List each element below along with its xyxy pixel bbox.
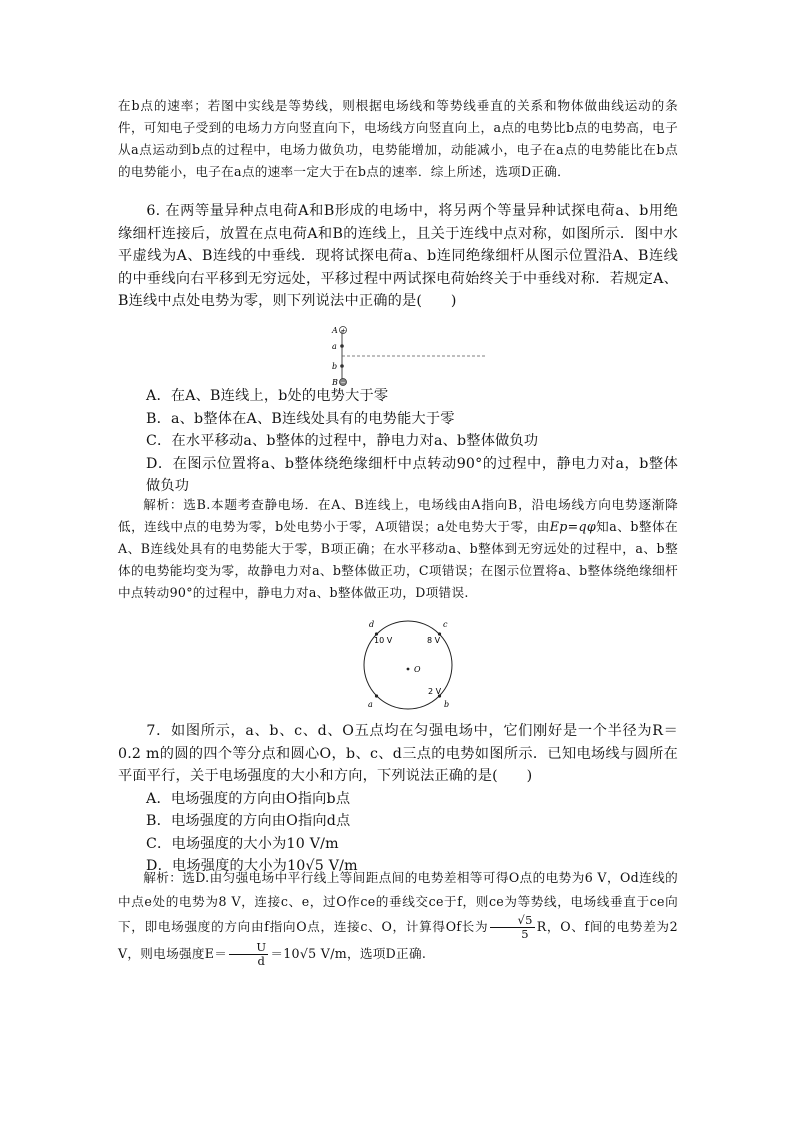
charge-B-sign: − (340, 379, 346, 387)
q7-solution (118, 866, 678, 968)
q7-solution-fraction-1 (490, 914, 534, 941)
charge-b-dot (340, 364, 344, 368)
q6-solution-part1: 解析：选B.本题考查静电场．在A、B连线上，电场线由A指向B，沿电场线方向电势逐渐降低，连线中点的电势为零，b处电势小于零，A项错误；a处电势大于零，由 (118, 497, 678, 534)
q7-solution-part2: ＝10√5 V/m，选项D正确. (270, 946, 427, 961)
q6-solution-text (118, 494, 678, 604)
charge-a-dot (340, 344, 344, 348)
frac1-numerator: √5 (490, 914, 534, 928)
label-O: O (414, 665, 421, 674)
q7-option-a: A．电场强度的方向由O指向b点 (146, 790, 351, 807)
continuation-text: 在b点的速率；若图中实线是等势线，则根据电场线和等势线垂直的关系和物体做曲线运动的条件，可知电子受到的电场力方向竖直向下，电场线方向竖直向上，a点的电势比b点的电势高，电子从a点运动到b点的过程中，电场力做负功，电势能增加，动能减小，电子在a点的电势能比在b点的电势能小，电子在a点的速率一定大于在b点的速率．综上所述，选项D正确． (118, 98, 678, 179)
q7-solution-part1: 解析：选D.由匀强电场中平行线上等间距点间的电势差相等可得O点的电势为6 V，Od连线的中点e处的电势为8 V，连接c、e，过O作ce的垂线交ce于f，则ce为等势线，电场线垂直于ce向下，即电场强度的方向由f指向O点，连接c、O，计算得Of长为 (118, 870, 678, 934)
q6-solution-part2: 知a、b整体在A、B连线处具有的电势能大于零，B项正确；在水平移动a、b整体到无穷远处的过程中，a、b整体的电势能均变为零，故静电力对a、b整体做正功，C项错误；在图示位置将a、b整体绕绝缘细杆中点转动90°的过程中，静电力对a、b整体做正功，D项错误. (118, 519, 678, 600)
label-d: d (369, 620, 375, 629)
label-a: a (332, 342, 337, 351)
q7-figure (358, 614, 458, 716)
q7-option-d: D．电场强度的大小为10√5 V/m (146, 858, 358, 874)
label-8v: 8 V (427, 636, 441, 645)
label-A: A (332, 326, 338, 335)
q6-figure (330, 322, 490, 392)
q6-solution-formula: Ep=qφ (549, 519, 596, 534)
question-6 (118, 200, 678, 313)
label-c: c (443, 620, 448, 629)
q6-option-d: D．在图示位置将a、b整体绕绝缘细杆中点转动90°的过程中，静电力对a，b整体做负功 (146, 455, 678, 494)
label-B: B (332, 378, 338, 387)
q6-option-c: C．在水平移动a、b整体的过程中，静电力对a、b整体做负功 (146, 433, 539, 449)
point-O (407, 668, 410, 671)
q6-stem: 6. 在两等量异种点电荷A和B形成的电场中，将另两个等量异种试探电荷a、b用绝缘细杆连接后，放置在点电荷A和B的连线上，且关于连线中点对称，如图所示．图中水平虚线为A、B连线的中垂线．现将试探电荷a、b连同绝缘细杆从图示位置沿A、B连线的中垂线向右平移到无穷远处，平移过程中两试探电荷始终关于中垂线对称．若规定A、B连线中点处电势为零，则下列说法中正确的是( ) (118, 203, 678, 309)
charge-A-sign: + (341, 327, 347, 335)
frac2-numerator: U (229, 941, 268, 955)
label-10v: 10 V (374, 636, 393, 645)
q7-option-b: B．电场强度的方向由O指向d点 (146, 813, 351, 829)
label-2v: 2 V (428, 687, 442, 696)
q6-options (118, 385, 678, 498)
question-7 (118, 720, 678, 878)
q7-solution-fraction-2 (229, 941, 268, 968)
frac2-denominator: d (257, 954, 266, 968)
label-a7: a (368, 700, 373, 709)
previous-solution-continuation (118, 95, 678, 183)
frac1-denominator: 5 (521, 927, 529, 941)
q6-option-a: A．在A、B连线上，b处的电势大于零 (146, 388, 389, 404)
q6-solution (118, 494, 678, 604)
q7-stem: 7．如图所示，a、b、c、d、O五点均在匀强电场中，它们刚好是一个半径为R＝0.2 m的圆的四个等分点和圆心O，b、c、d三点的电势如图所示．已知电场线与圆所在平面平行，关于电场强度的大小和方向，下列说法正确的是( ) (118, 723, 678, 784)
label-b7: b (444, 700, 450, 709)
q7-solution-part1b: R，O、f间的电势差为2 V，则电场强度E＝ (118, 919, 678, 961)
point-a (375, 694, 378, 697)
q7-option-c: C．电场强度的大小为10 V/m (146, 835, 339, 852)
q7-solution-text (118, 866, 678, 968)
label-b: b (332, 362, 338, 371)
q6-option-b: B．a、b整体在A、B连线处具有的电势能大于零 (146, 410, 455, 427)
